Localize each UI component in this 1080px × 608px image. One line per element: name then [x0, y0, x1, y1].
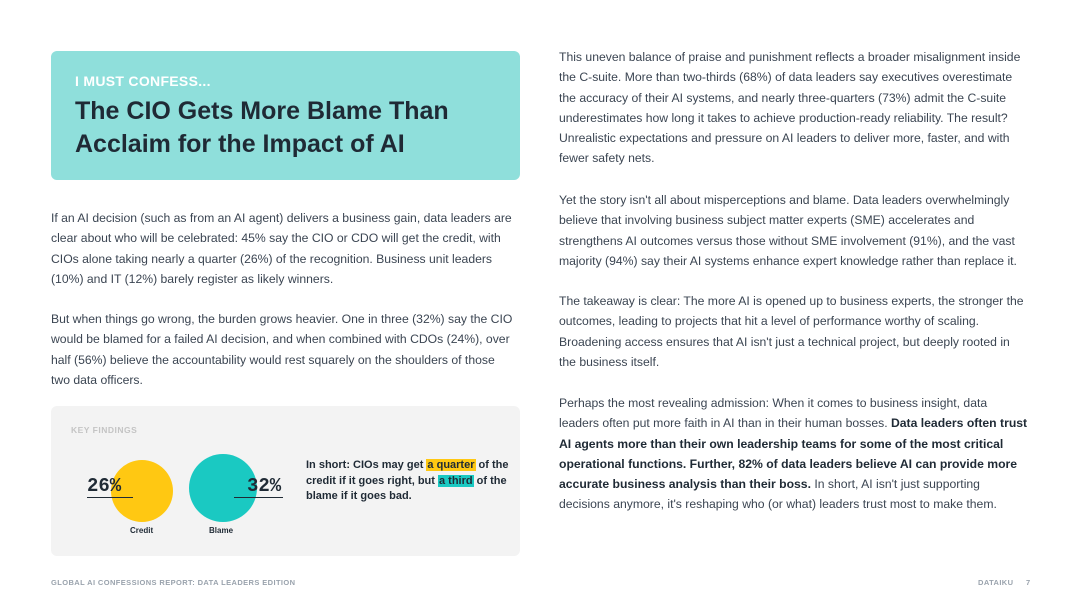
right-paragraph-4	[559, 393, 1029, 515]
right-paragraph-1: This uneven balance of praise and punishment reflects a broader misalignment inside the C-suite. More than two-thirds (68%) of data leaders say executives overestimate the accuracy of their AI systems, and nearly three-quarters (73%) admit the C-suite underestimates how long it takes to achieve production-ready reliability. The result? Unrealistic expectations and pressure on AI leaders to deliver more, faster, and with fewer safety nets.	[559, 50, 1021, 166]
highlight-third: a third	[439, 474, 473, 487]
credit-underline	[87, 497, 133, 498]
blame-underline	[234, 497, 283, 498]
key-findings-summary	[306, 458, 516, 505]
paragraph-4-tail: In short, AI isn't just supporting decisions anymore, it's reshaping who (or what) leaders trust most to make them.	[559, 477, 997, 512]
blame-caption: Blame	[209, 526, 234, 535]
key-findings-label: KEY FINDINGS	[71, 425, 138, 435]
summary-text-2: of the credit if it goes right, but	[306, 459, 509, 487]
footer-report-title: GLOBAL AI CONFESSIONS REPORT: DATA LEADERS EDITION	[51, 578, 296, 587]
page-number: 7	[1026, 578, 1031, 587]
highlight-quarter: a quarter	[427, 459, 475, 471]
key-findings-panel	[51, 406, 520, 556]
hero-banner	[51, 51, 520, 180]
paragraph-4-lead: Perhaps the most revealing admission: When it comes to business insight, data leaders often put more faith in AI than in their human bosses.	[559, 396, 988, 431]
credit-percentage: 26%	[87, 475, 122, 497]
footer-brand: DATAIKU	[978, 578, 1014, 587]
blame-percentage: 32%	[247, 475, 282, 497]
right-paragraph-2: Yet the story isn't all about misperceptions and blame. Data leaders overwhelmingly believe that involving business subject matter experts (SME) accelerates and strengthens AI outcomes versus those without SME involvement (91%), and the vast majority (94%) say their AI systems enhance expert knowledge rather than replace it.	[559, 193, 1017, 268]
credit-caption: Credit	[130, 526, 154, 535]
paragraph-4-bold: Data leaders often trust AI agents more than their own leadership teams for some of the most critical operational functions. Further, 82% of data leaders believe AI can provide more accurate business analysis than their boss.	[559, 416, 1028, 492]
right-paragraph-3: The takeaway is clear: The more AI is opened up to business experts, the stronger the outcomes, leading to projects that hit a level of performance worthy of scaling. Broadening access ensures that AI isn't just a technical project, but deeply rooted in the business itself.	[559, 294, 1024, 369]
summary-text-3: of the blame if it goes bad.	[306, 474, 507, 502]
left-paragraph-2: But when things go wrong, the burden grows heavier. One in three (32%) say the CIO would be blamed for a failed AI decision, and when combined with CDOs (24%), over half (56%) believe the accountability would rest squarely on the shoulders of those two data officers.	[51, 312, 513, 387]
hero-eyebrow: I MUST CONFESS...	[75, 73, 211, 89]
summary-text-1: In short: CIOs may get	[306, 459, 427, 471]
left-paragraph-1: If an AI decision (such as from an AI agent) delivers a business gain, data leaders are clear about who will be celebrated: 45% say the CIO or CDO will get the credit, with CIOs alone taking nearly a quarter (26%) of the recognition. Business unit leaders (10%) and IT (12%) barely register as likely winners.	[51, 211, 512, 286]
page-title: The CIO Gets More Blame Than Acclaim for the Impact of AI	[75, 97, 449, 158]
